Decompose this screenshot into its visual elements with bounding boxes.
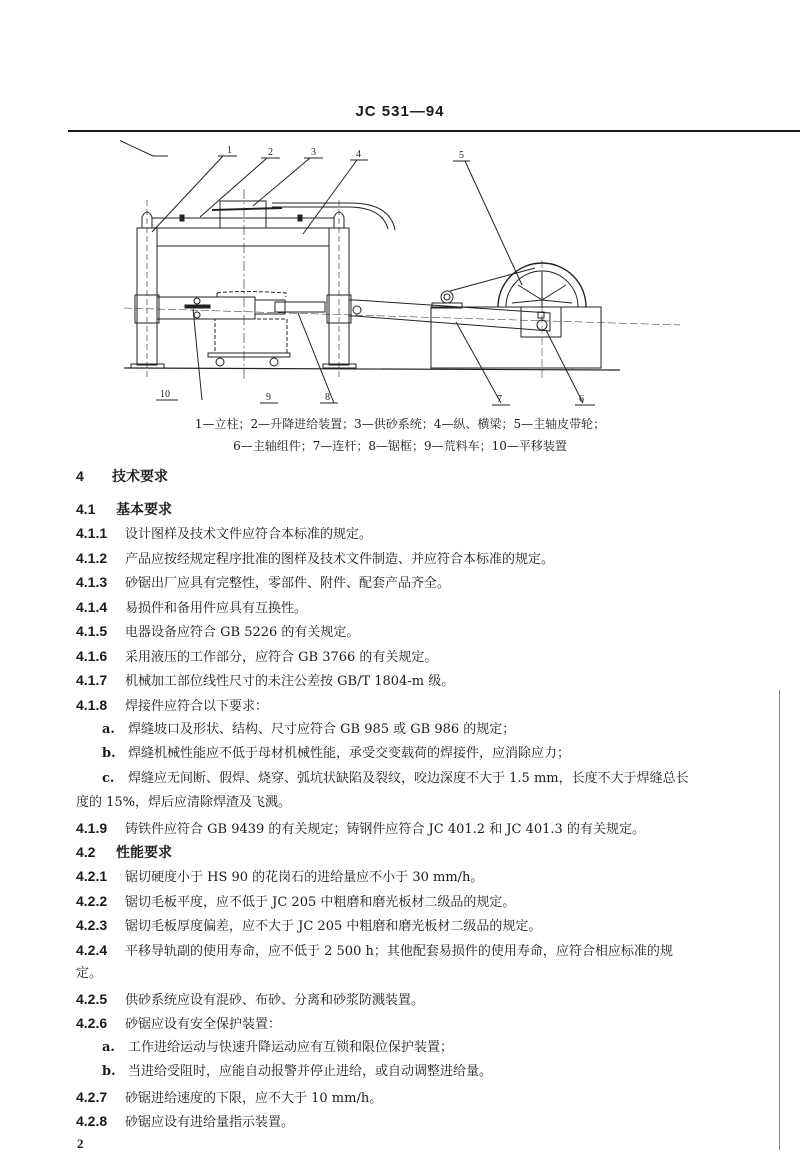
clause-4-2-1: 4.2.1 锯切硬度小于 HS 90 的花岗石的进给量应不小于 30 mm/h。 — [76, 868, 484, 885]
clause-4-1-4: 4.1.4 易损件和备用件应具有互换性。 — [76, 599, 308, 616]
clause-4-2-4: 4.2.4 平移导轨副的使用寿命，应不低于 2 500 h；其他配套易损件的使用寿命，应符合相应标准的规 — [76, 942, 673, 959]
clause-4-2-3: 4.2.3 锯切毛板厚度偏差，应不大于 JC 205 中粗磨和磨光板材二级品的规定。 — [76, 917, 542, 934]
clause-4-1-2: 4.1.2 产品应按经规定程序批准的图样及技术文件制造、并应符合本标准的规定。 — [76, 550, 555, 567]
figure-caption-line-2: 6—主轴组件；7—连杆；8—锯框；9—荒料车；10—平移装置 — [233, 439, 567, 453]
clause-4-1-3: 4.1.3 砂锯出厂应具有完整性，零部件、附件、配套产品齐全。 — [76, 574, 451, 591]
callout-7: 7 — [497, 394, 502, 405]
machine-diagram — [120, 135, 680, 415]
section-4-2-heading — [76, 842, 172, 862]
clause-4-2-8: 4.2.8 砂锯应设有进给量指示装置。 — [76, 1113, 295, 1130]
callout-5: 5 — [459, 150, 464, 161]
clause-4-1-5: 4.1.5 电器设备应符合 GB 5226 的有关规定。 — [76, 623, 360, 640]
header-rule — [68, 130, 800, 132]
section-title: 基本要求 — [116, 501, 172, 517]
page-number: 2 — [77, 1136, 84, 1151]
section-4-heading — [76, 466, 168, 486]
clause-4-2-2: 4.2.2 锯切毛板平度，应不低于 JC 205 中粗磨和磨光板材二级品的规定。 — [76, 893, 516, 910]
section-number: 4.2 — [76, 844, 96, 860]
clause-4-1-9: 4.1.9 铸铁件应符合 GB 9439 的有关规定；铸钢件应符合 JC 401.2 和 JC 401.3 的有关规定。 — [76, 820, 645, 837]
clause-4-1-8-c-continuation: 度的 15%，焊后应清除焊渣及飞溅。 — [76, 795, 292, 810]
clause-4-2-7: 4.2.7 砂锯进给速度的下限，应不大于 10 mm/h。 — [76, 1089, 383, 1106]
section-title: 技术要求 — [112, 468, 168, 484]
callout-8: 8 — [325, 392, 330, 403]
callout-9: 9 — [266, 392, 271, 403]
clause-4-1-6: 4.1.6 采用液压的工作部分，应符合 GB 3766 的有关规定。 — [76, 648, 438, 665]
section-number: 4 — [76, 468, 84, 484]
clause-4-2-4-continuation: 定。 — [76, 966, 103, 981]
scan-edge-artifact — [779, 690, 780, 1150]
section-4-1-heading — [76, 499, 172, 519]
clause-4-2-6-b: b. 当进给受阻时，应能自动报警并停止进给，或自动调整进给量。 — [102, 1064, 493, 1079]
clause-4-2-6-a: a. 工作进给运动与快速升降运动应有互锁和限位保护装置； — [102, 1040, 454, 1055]
section-number: 4.1 — [76, 501, 96, 517]
clause-4-1-7: 4.1.7 机械加工部位线性尺寸的未注公差按 GB/T 1804-m 级。 — [76, 672, 455, 689]
clause-4-1-8-a: a. 焊缝坡口及形状、结构、尺寸应符合 GB 985 或 GB 986 的规定； — [102, 722, 516, 737]
section-title: 性能要求 — [116, 844, 172, 860]
callout-1: 1 — [227, 145, 232, 156]
standard-code-header: JC 531—94 — [355, 103, 445, 120]
callout-4: 4 — [356, 149, 361, 160]
clause-4-2-5: 4.2.5 供砂系统应设有混砂、布砂、分离和砂浆防溅装置。 — [76, 991, 425, 1008]
clause-4-1-8-c: c. 焊缝应无间断、假焊、烧穿、弧坑状缺陷及裂纹，咬边深度不大于 1.5 mm，长度不大于焊缝总长 — [102, 771, 689, 786]
clause-4-1-8: 4.1.8 焊接件应符合以下要求： — [76, 697, 269, 714]
callout-6: 6 — [579, 394, 584, 405]
figure-caption-line-1: 1—立柱；2—升降进给装置；3—供砂系统；4—纵、横梁；5—主轴皮带轮； — [194, 417, 606, 431]
callout-2: 2 — [268, 147, 273, 158]
callout-10: 10 — [160, 389, 170, 400]
clause-4-1-1: 4.1.1 设计图样及技术文件应符合本标准的规定。 — [76, 525, 373, 542]
clause-4-1-8-b: b. 焊缝机械性能应不低于母材机械性能，承受交变载荷的焊接件，应消除应力； — [102, 746, 571, 761]
clause-4-2-6: 4.2.6 砂锯应设有安全保护装置： — [76, 1015, 282, 1032]
callout-3: 3 — [311, 147, 316, 158]
